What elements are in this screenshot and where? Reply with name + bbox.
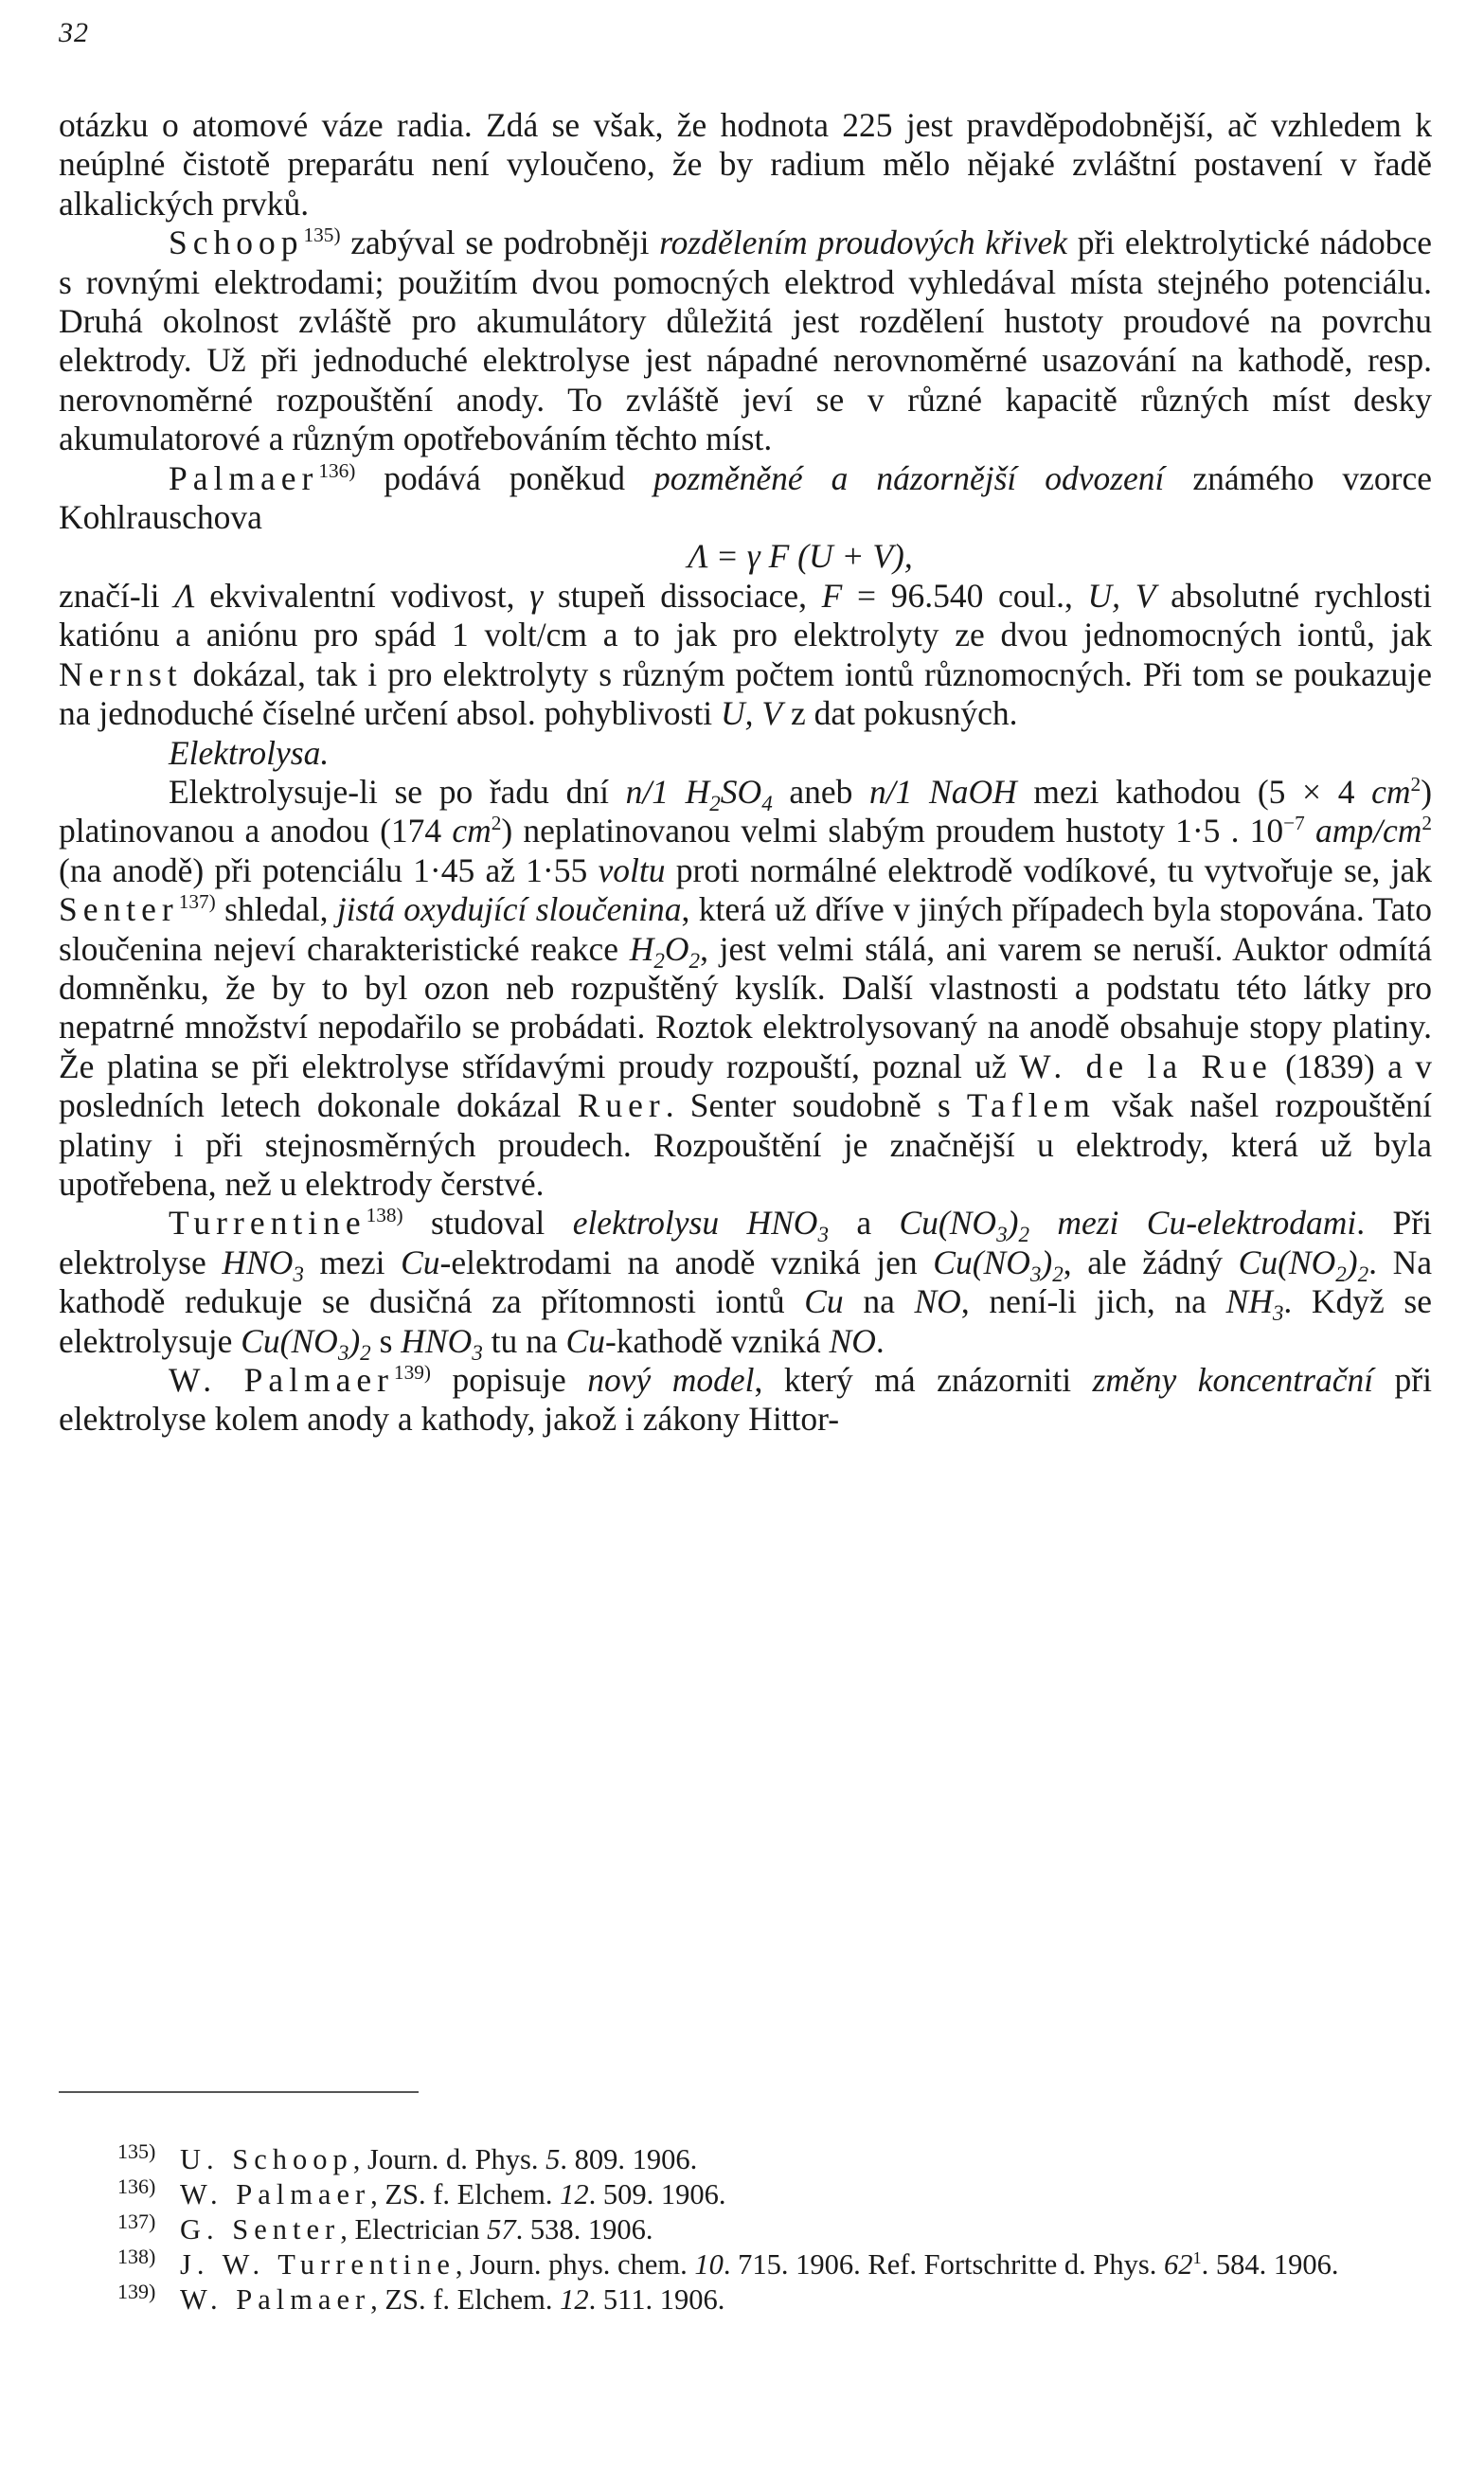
author-name: W. Palmaer — [169, 1361, 394, 1399]
author-name: Taflem — [966, 1086, 1096, 1125]
author-name: W. de la Rue — [1019, 1047, 1273, 1085]
paragraph-3: Palmaer$^{136)}$ podává poněkud pozměněné a názornější odvození známého vzorce Kohlrauschova — [59, 458, 1432, 537]
footnote-ref: 136) — [318, 458, 356, 482]
emphasis: pozměněné a názornější odvození — [653, 458, 1165, 497]
paragraph-6: Turrentine$^{138)}$ studoval elektrolysu $HNO_3$ a $Cu(NO_3)_2$ mezi Cu-elektrodami. Při elektrolyse $HNO_3$ mezi Cu-elektrodami na anodě vzniká jen $Cu(NO_3)_2$, ale žádný $Cu(NO_2)_2$. Na kathodě redukuje se dusičná za přítomnosti iontů Cu na NO, není-li jich, na $NH_3$. Když se elektrolysuje $Cu(NO_3)_2$ s $HNO_3$ tu na Cu-kathodě vzniká NO. — [59, 1204, 1433, 1365]
paragraph-4: značí-li Λ ekvivalentní vodivost, γ stupeň dissociace, F = 96.540 coul., U, V absolutné rychlosti katiónu a aniónu pro spád 1 volt/cm a to jak pro elektrolyty ze dvou jednomocných iontů, jak Nernst dokázal, tak i pro elektrolyty s různým počtem iontů různomocných. Při tom se poukazuje na jednoduché číselné určení absol. pohyblivosti U, V z dat pokusných. — [59, 576, 1433, 733]
author-name: Nernst — [59, 654, 183, 693]
author-name: Schoop — [169, 224, 304, 262]
section-heading: Elektrolysa. — [169, 733, 330, 772]
footnote-136: 136) W. Palmaer, ZS. f. Elchem. 12. 509. 1906. — [117, 2174, 726, 2210]
footnote-ref: 138) — [366, 1204, 403, 1227]
footnote-ref: 137) — [178, 890, 216, 914]
paragraph-7: W. Palmaer$^{139)}$ popisuje nový model, který má znázorniti změny koncentrační při elektrolyse kolem anody a kathody, jakož i zákony Hittor- — [59, 1361, 1432, 1439]
page-number: 32 — [59, 17, 89, 48]
footnote-135: 135) U. Schoop, Journ. d. Phys. 5. 809. 1906. — [117, 2138, 698, 2175]
footnote-ref: 135) — [303, 224, 341, 247]
author-name: Ruer — [577, 1086, 666, 1125]
emphasis: rozdělením proudových křivek — [659, 224, 1067, 262]
author-name: Palmaer — [169, 458, 319, 497]
author-name: Senter — [59, 890, 179, 929]
paragraph-5: Elektrolysuje-li se po řadu dní n/1 $H_2SO_4$ aneb n/1 NaOH mezi kathodou (5 × 4 $cm^2$) platinovanou a anodou (174 $cm^2$) neplatinovanou velmi slabým proudem hustoty 1·5 . $10^{-7}$ amp/$cm^2$ (na anodě) při potenciálu 1·45 až 1·55 voltu proti normálné elektrodě vodíkové, tu vytvořuje se, jak Senter$^{137)}$ shledal, jistá oxydující sloučenina, která už dříve v jiných případech byla stopována. Tato sloučenina nejeví charakteristické reakce $H_2O_2$, jest velmi stálá, ani varem se neruší. Auktor odmítá domněnku, že by to byl ozon neb rozpuštěný kyslík. Další vlastnosti a podstatu této látky pro nepatrné množství nepodařilo se probádati. Roztok elektrolysovaný na anodě obsahuje stopy platiny. Že platina se při elektrolyse střídavými proudy rozpouští, poznal už W. de la Rue (1839) a v posledních letech dokonale dokázal Ruer. Senter soudobně s Taflem však našel rozpouštění platiny i při stejnosměrných proudech. Rozpouštění je značnější u elektrody, která už byla upotřebena, než u elektrody čerstvé. — [59, 772, 1433, 1203]
author-name: Turrentine — [169, 1204, 367, 1243]
footnote-139: 139) W. Palmaer, ZS. f. Elchem. 12. 511. 1906. — [117, 2279, 725, 2316]
body-text — [59, 106, 1432, 1440]
footnote-138: 138) J. W. Turrentine, Journ. phys. chem. 10. 715. 1906. Ref. Fortschritte d. Phys. $62^1$. 584. 1906. — [117, 2244, 1339, 2281]
footnotes — [59, 2138, 1432, 2317]
paragraph-2: Schoop$^{135)}$ zabýval se podrobněji rozdělením proudových křivek při elektrolytické nádobce s rovnými elektrodami; použitím dvou pomocných elektrod vyhledával místa stejného potenciálu. Druhá okolnost zvláště pro akumulátory důležitá jest rozdělení hustoty proudové na povrchu elektrody. Už při jednoduché elektrolyse jest nápadné nerovnoměrné usazování na kathodě, resp. nerovnoměrné rozpouštění anody. To zvláště jeví se v různé kapacitě různých míst desky akumulatorové a různým opotřebováním těchto míst. — [59, 224, 1432, 458]
footnote-137: 137) G. Senter, Electrician 57. 538. 1906. — [117, 2209, 653, 2245]
footnote-ref: 139) — [393, 1361, 431, 1385]
paragraph-1: otázku o atomové váze radia. Zdá se však, že hodnota 225 jest pravděpodobnější, ač vzhledem k neúplné čistotě preparátu není vyloučeno, že by radium mělo nějaké zvláštní postavení v řadě alkalických prvků. — [59, 106, 1432, 223]
formula: Λ = γ F (U + V), — [688, 537, 913, 576]
footnote-divider — [59, 2091, 419, 2093]
